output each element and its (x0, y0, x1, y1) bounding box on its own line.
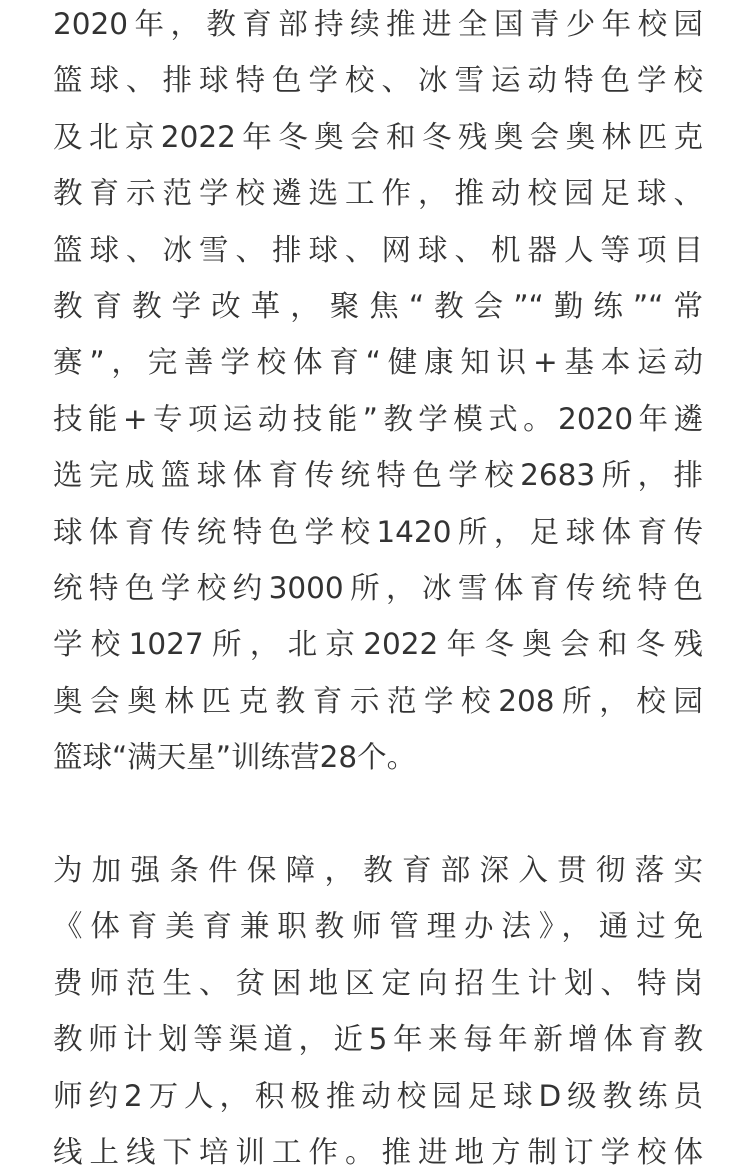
text-line: 技能+专项运动技能”教学模式。2020年遴 (53, 401, 703, 436)
text-line: 篮球、冰雪、排球、网球、机器人等项目 (53, 232, 703, 267)
text-line: 教育教学改革，聚焦“教会”“勤练”“常 (53, 288, 703, 323)
paragraph-school-sports-selection (53, 0, 703, 785)
text-line: 球体育传统特色学校1420所，足球体育传 (53, 514, 703, 549)
article-body (53, 0, 703, 1168)
text-line: 师约2万人，积极推动校园足球D级教练员 (53, 1078, 703, 1113)
text-line: 2020年，教育部持续推进全国青少年校园 (53, 7, 703, 41)
text-line: 为加强条件保障，教育部深入贯彻落实 (53, 853, 703, 888)
paragraph-teacher-support (53, 842, 703, 1168)
text-line: 学校1027所，北京2022年冬奥会和冬残 (53, 627, 703, 662)
paragraph-spacer (53, 785, 703, 842)
text-line: 篮球“满天星”训练营28个。 (53, 740, 417, 775)
text-line: 及北京2022年冬奥会和冬残奥会奥林匹克 (53, 119, 703, 154)
text-line: 篮球、排球特色学校、冰雪运动特色学校 (53, 63, 703, 98)
text-line: 奥会奥林匹克教育示范学校208所，校园 (53, 683, 703, 718)
text-line: 教师计划等渠道，近5年来每年新增体育教 (53, 1022, 703, 1057)
text-line: 选完成篮球体育传统特色学校2683所，排 (53, 458, 703, 493)
text-line: 《体育美育兼职教师管理办法》，通过免 (53, 909, 703, 944)
text-line: 赛”，完善学校体育“健康知识+基本运动 (53, 345, 703, 380)
text-line: 统特色学校约3000所，冰雪体育传统特色 (53, 570, 703, 605)
text-line: 线上线下培训工作。推进地方制订学校体 (53, 1135, 703, 1168)
text-line: 教育示范学校遴选工作，推动校园足球、 (53, 176, 703, 211)
text-line: 费师范生、贫困地区定向招生计划、特岗 (53, 965, 703, 1000)
